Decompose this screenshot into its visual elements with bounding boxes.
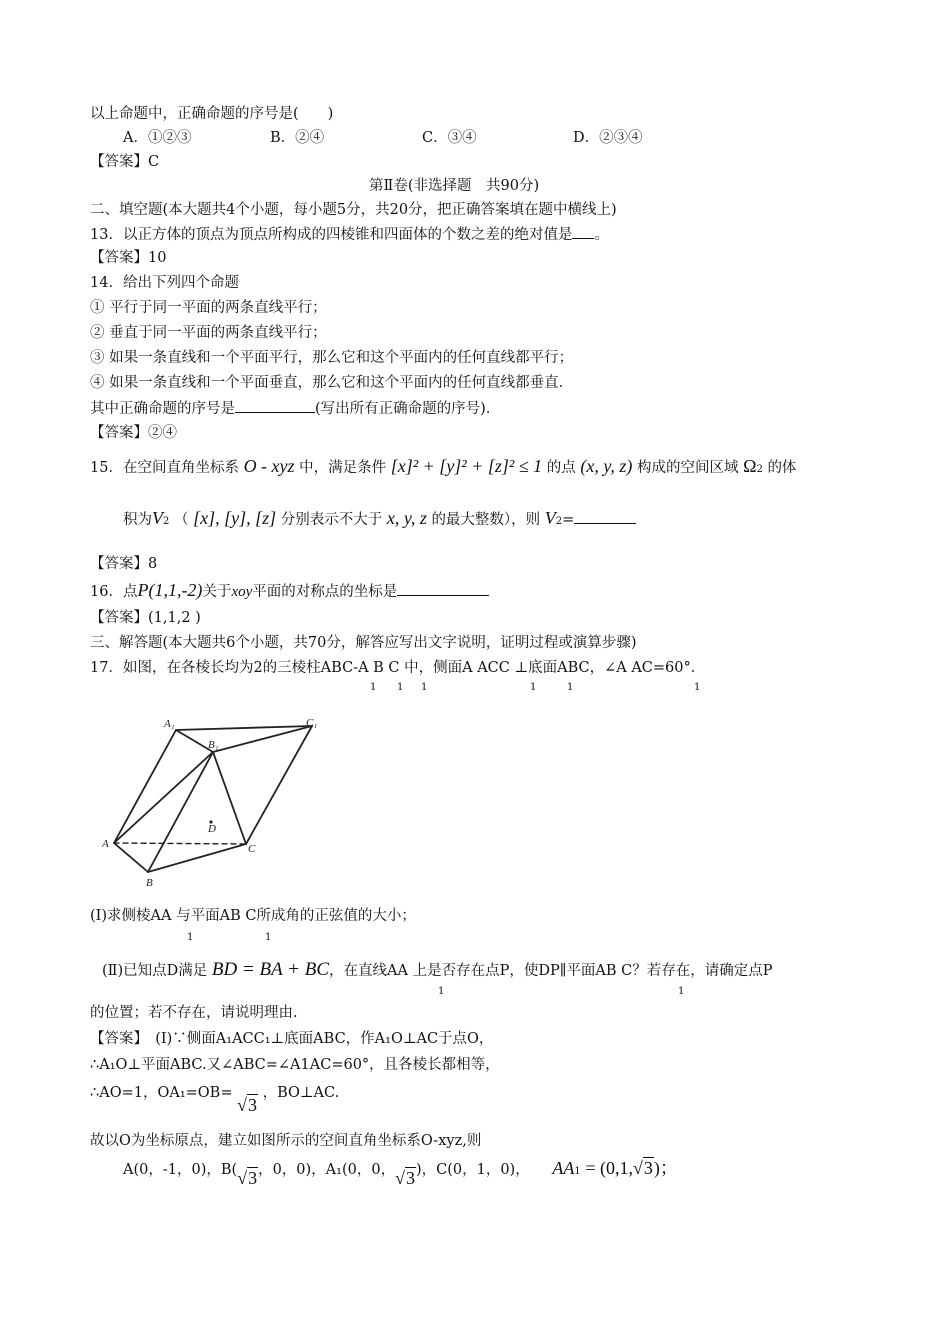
q15-point: (x, y, z) xyxy=(580,456,633,476)
q15-condition: [x]² + [y]² + [z]² ≤ 1 xyxy=(390,456,543,476)
label-a: A xyxy=(102,838,109,850)
prism-figure xyxy=(96,712,330,892)
q15-part4: 构成的空间区域 xyxy=(636,460,739,476)
q15-omega-sub: 2 xyxy=(756,464,763,475)
edge-b-c xyxy=(148,844,246,872)
q17-answer-5b: ，0，0)，A₁(0，0， xyxy=(258,1162,396,1178)
q14-ask-text: 其中正确命题的序号是 xyxy=(90,401,235,417)
q15-part3: 的点 xyxy=(546,460,576,476)
q15-volume-symbol-2: V xyxy=(544,508,556,528)
edge-a1-c1 xyxy=(176,726,312,730)
label-c: C xyxy=(248,843,256,855)
sqrt-3: √3 xyxy=(237,1095,257,1115)
sqrt-3-c-radicand: 3 xyxy=(405,1168,415,1188)
q12-answer: 【答案】C xyxy=(90,154,160,170)
label-d: D xyxy=(208,823,216,835)
q14-item-4: ④ 如果一条直线和一个平面垂直，那么它和这个平面内的任何直线都垂直． xyxy=(90,375,574,391)
q15-line1 xyxy=(90,456,796,480)
q17-part2b: ，在直线AA 上是否存在点P，使DP∥平面AB C？若存在，请确定点P xyxy=(329,963,773,979)
q13-end: 。 xyxy=(594,227,609,243)
edge-b1-b xyxy=(148,752,213,872)
q16-point: P(1,1,-2) xyxy=(137,580,203,600)
q16-part1: 16．点 xyxy=(90,584,138,600)
q17-vector-aa1-sub: 1 xyxy=(574,1166,581,1177)
q14-intro: 14．给出下列四个命题 xyxy=(90,275,239,291)
q12-option-a: A．①②③ xyxy=(123,130,192,146)
q15-part5: 的体 xyxy=(767,460,797,476)
sqrt-3-d-radicand: 3 xyxy=(643,1158,653,1178)
q15-volume-sub: 2 xyxy=(163,516,170,527)
q12-option-d: D．②③④ xyxy=(573,130,643,146)
q17-answer-1: 【答案】 (Ⅰ)∵侧面A₁ACC₁⊥底面ABC，作A₁O⊥AC于点O， xyxy=(90,1031,494,1047)
q17-answer-2: ∴A₁O⊥平面ABC.又∠ABC=∠A1AC=60°，且各棱长都相等， xyxy=(90,1057,500,1073)
q17-part2-sub-2: 1 xyxy=(678,986,685,997)
q16-plane: xoy xyxy=(231,584,253,600)
q15-omega: Ω xyxy=(743,456,757,476)
q14-ask-tail: (写出所有正确命题的序号)． xyxy=(315,401,501,417)
q15-part2: 中，满足条件 xyxy=(299,460,387,476)
q15-blank xyxy=(574,509,636,524)
q15-equals: = xyxy=(562,512,575,528)
q15-line2 xyxy=(123,508,636,532)
q15-part1: 15．在空间直角坐标系 xyxy=(90,460,239,476)
q17-part2-sub-1: 1 xyxy=(438,986,445,997)
label-c1: C₁ xyxy=(306,717,318,729)
q17-part2-line xyxy=(102,960,773,981)
q13-stem: 13．以正方体的顶点为顶点所构成的四棱锥和四面体的个数之差的绝对值是 xyxy=(90,227,573,243)
q14-item-2: ② 垂直于同一平面的两条直线平行； xyxy=(90,325,327,341)
q12-option-c: C．③④ xyxy=(422,130,477,146)
edge-a1-a xyxy=(114,730,176,843)
q17-part2a: (Ⅱ)已知点D满足 xyxy=(102,963,208,979)
q13-blank xyxy=(572,224,594,239)
q17-part2c: 的位置；若不存在，请说明理由. xyxy=(90,1005,298,1021)
q14-ask xyxy=(90,398,500,419)
q17-part1: (Ⅰ)求侧棱AA 与平面AB C所成角的正弦值的大小； xyxy=(90,908,416,924)
q15-line2b: （ xyxy=(173,512,189,528)
q14-item-1: ① 平行于同一平面的两条直线平行； xyxy=(90,300,327,316)
sqrt-3-c: √3 xyxy=(395,1168,415,1188)
label-b: B xyxy=(146,877,153,889)
q17-sub-2: 1 xyxy=(397,682,404,693)
q17-text: 17．如图，在各棱长均为2的三棱柱ABC-A B C 中，侧面A ACC ⊥底面ABC，∠A AC=60°． xyxy=(90,660,706,676)
label-b1: B₁ xyxy=(208,739,219,751)
section3-heading: 三、解答题(本大题共6个小题，共70分，解答应写出文字说明，证明过程或演算步骤) xyxy=(90,635,637,651)
q17-vector-eq-value: = (0,1, xyxy=(585,1158,633,1178)
edge-b1-c xyxy=(213,752,246,844)
section2-heading: 二、填空题(本大题共4个小题，每小题5分，共20分，把正确答案填在题中横线上) xyxy=(90,202,617,218)
q17-sub-6: 1 xyxy=(694,682,701,693)
q16-blank xyxy=(397,581,489,596)
q12-stem: 以上命题中，正确命题的序号是( ) xyxy=(90,106,334,122)
q15-coordinate-system: O - xyz xyxy=(243,456,295,476)
q13-text xyxy=(90,224,609,245)
edge-a-c-hidden xyxy=(114,843,246,844)
q17-vector-aa1: AA xyxy=(552,1158,575,1178)
q17-answer-3a: ∴AO=1，OA₁=OB= xyxy=(90,1085,233,1101)
q17-sub-5: 1 xyxy=(567,682,574,693)
part2-title: 第Ⅱ卷(非选择题 共90分) xyxy=(369,178,540,194)
q17-answer-5a: A(0，-1，0)，B( xyxy=(123,1162,238,1178)
q14-item-3: ③ 如果一条直线和一个平面平行，那么它和这个平面内的任何直线都平行； xyxy=(90,350,574,366)
q13-answer: 【答案】10 xyxy=(90,250,167,266)
q15-brackets: [x], [y], [z] xyxy=(193,508,277,528)
edge-a-b xyxy=(114,843,148,872)
q17-sub-4: 1 xyxy=(530,682,537,693)
sqrt-3-b: √3 xyxy=(237,1168,258,1188)
q16-text xyxy=(90,580,489,602)
q15-volume-sub-2: 2 xyxy=(555,516,563,527)
q15-answer: 【答案】8 xyxy=(90,556,158,572)
q14-blank xyxy=(235,398,315,413)
q15-vars: x, y, z xyxy=(386,508,427,528)
q17-answer-3b: ，BO⊥AC. xyxy=(262,1085,340,1101)
q17-answer-3 xyxy=(90,1081,340,1115)
q17-answer-5-tail: )； xyxy=(653,1158,678,1178)
edge-b1-a xyxy=(114,752,213,843)
q15-line2a: 积为 xyxy=(123,512,152,528)
q16-part3: 平面的对称点的坐标是 xyxy=(252,584,398,600)
q17-answer-4: 故以O为坐标原点，建立如图所示的空间直角坐标系O-xyz,则 xyxy=(90,1133,482,1149)
sqrt-3-radicand: 3 xyxy=(247,1095,257,1115)
q15-line2d: 的最大整数），则 xyxy=(431,512,541,528)
q17-sub-3: 1 xyxy=(421,682,428,693)
label-a1: A₁ xyxy=(164,718,175,730)
sqrt-3-b-radicand: 3 xyxy=(248,1168,258,1188)
q17-answer-5 xyxy=(123,1158,678,1188)
edge-b1-c1 xyxy=(213,726,312,752)
q17-sub-1: 1 xyxy=(370,682,377,693)
q15-line2c: 分别表示不大于 xyxy=(280,512,383,528)
q17-part1-sub-1: 1 xyxy=(187,932,194,943)
sqrt-3-d: √3 xyxy=(632,1158,653,1178)
q17-answer-5c: )，C(0，1，0)， xyxy=(415,1162,530,1178)
q14-answer: 【答案】②④ xyxy=(90,425,177,441)
q15-volume-symbol: V xyxy=(152,508,163,528)
edge-c1-c xyxy=(246,726,312,844)
q16-part2: 关于 xyxy=(202,584,232,600)
q16-answer: 【答案】(1,1,2 ) xyxy=(90,610,201,626)
q12-option-b: B．②④ xyxy=(270,130,325,146)
q17-vector-eq: BD = BA + BC xyxy=(211,959,330,980)
q17-part1-sub-2: 1 xyxy=(265,932,272,943)
